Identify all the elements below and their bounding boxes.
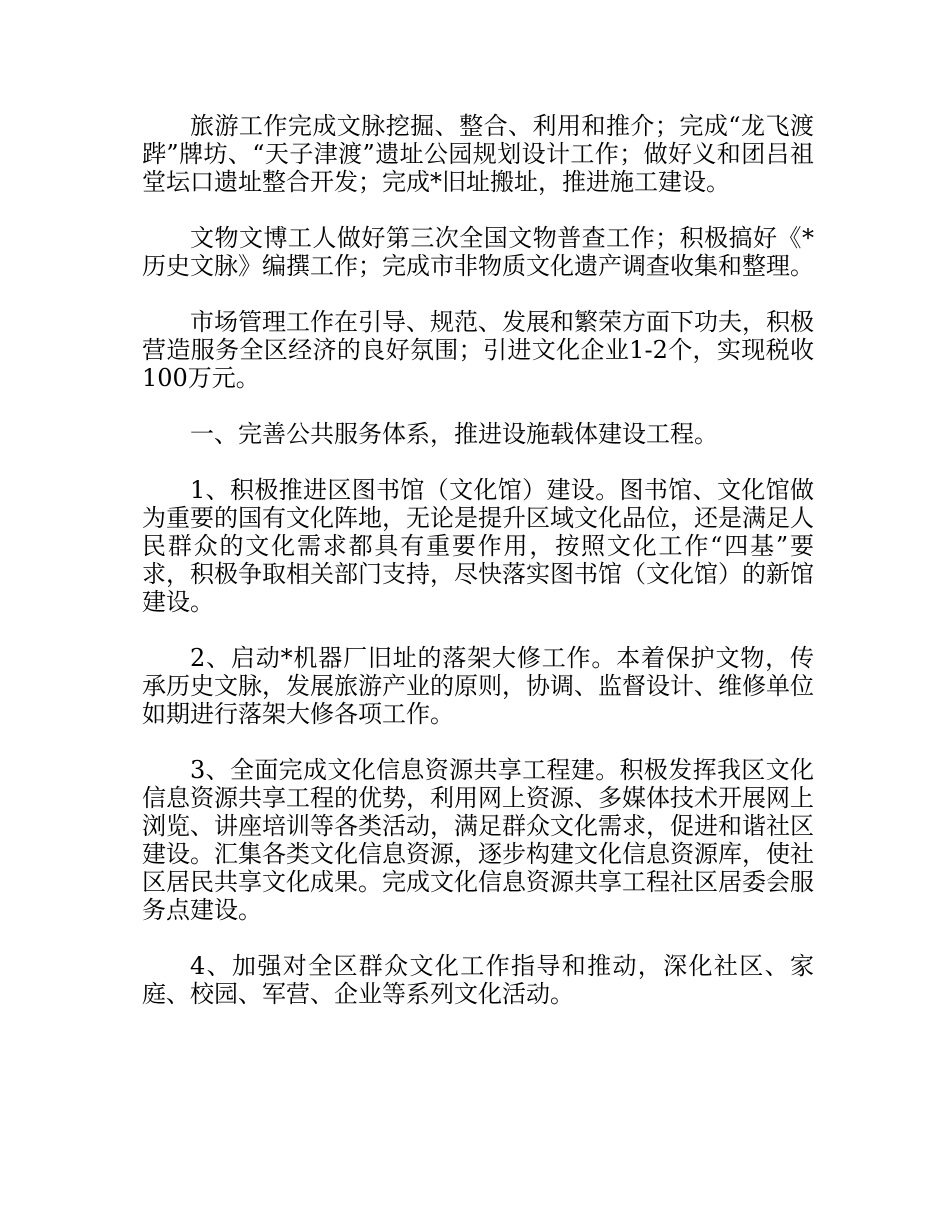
section-heading-public-service: 一、完善公共服务体系，推进设施载体建设工程。 <box>190 420 718 448</box>
paragraph-item-2-factory: 2、启动*机器厂旧址的落架大修工作。本着保护文物，传承历史文脉，发展旅游产业的原则，协调、监督设计、维修单位如期进行落架大修各项工作。 <box>142 644 814 728</box>
paragraph-item-3-info-sharing: 3、全面完成文化信息资源共享工程建。积极发挥我区文化信息资源共享工程的优势，利用网上资源、多媒体技术开展网上浏览、讲座培训等各类活动，满足群众文化需求，促进和谐社区建设。汇集各类文化信息资源，逐步构建文化信息资源库，使社区居民共享文化成果。完成文化信息资源共享工程社区居委会服务点建设。 <box>142 756 814 924</box>
paragraph-cultural-relics: 文物文博工人做好第三次全国文物普查工作；积极搞好《*历史文脉》编撰工作；完成市非物质文化遗产调查收集和整理。 <box>142 224 814 280</box>
document-body <box>142 112 814 1036</box>
paragraph-tourism: 旅游工作完成文脉挖掘、整合、利用和推介；完成“龙飞渡跸”牌坊、“天子津渡”遗址公园规划设计工作；做好义和团吕祖堂坛口遗址整合开发；完成*旧址搬址，推进施工建设。 <box>142 112 814 196</box>
paragraph-item-1-library: 1、积极推进区图书馆（文化馆）建设。图书馆、文化馆做为重要的国有文化阵地，无论是提升区域文化品位，还是满足人民群众的文化需求都具有重要作用，按照文化工作“四基”要求，积极争取相关部门支持，尽快落实图书馆（文化馆）的新馆建设。 <box>142 476 814 616</box>
paragraph-market-management: 市场管理工作在引导、规范、发展和繁荣方面下功夫，积极营造服务全区经济的良好氛围；引进文化企业1-2个，实现税收100万元。 <box>142 308 814 392</box>
paragraph-item-4-mass-culture: 4、加强对全区群众文化工作指导和推动，深化社区、家庭、校园、军营、企业等系列文化活动。 <box>142 952 814 1008</box>
